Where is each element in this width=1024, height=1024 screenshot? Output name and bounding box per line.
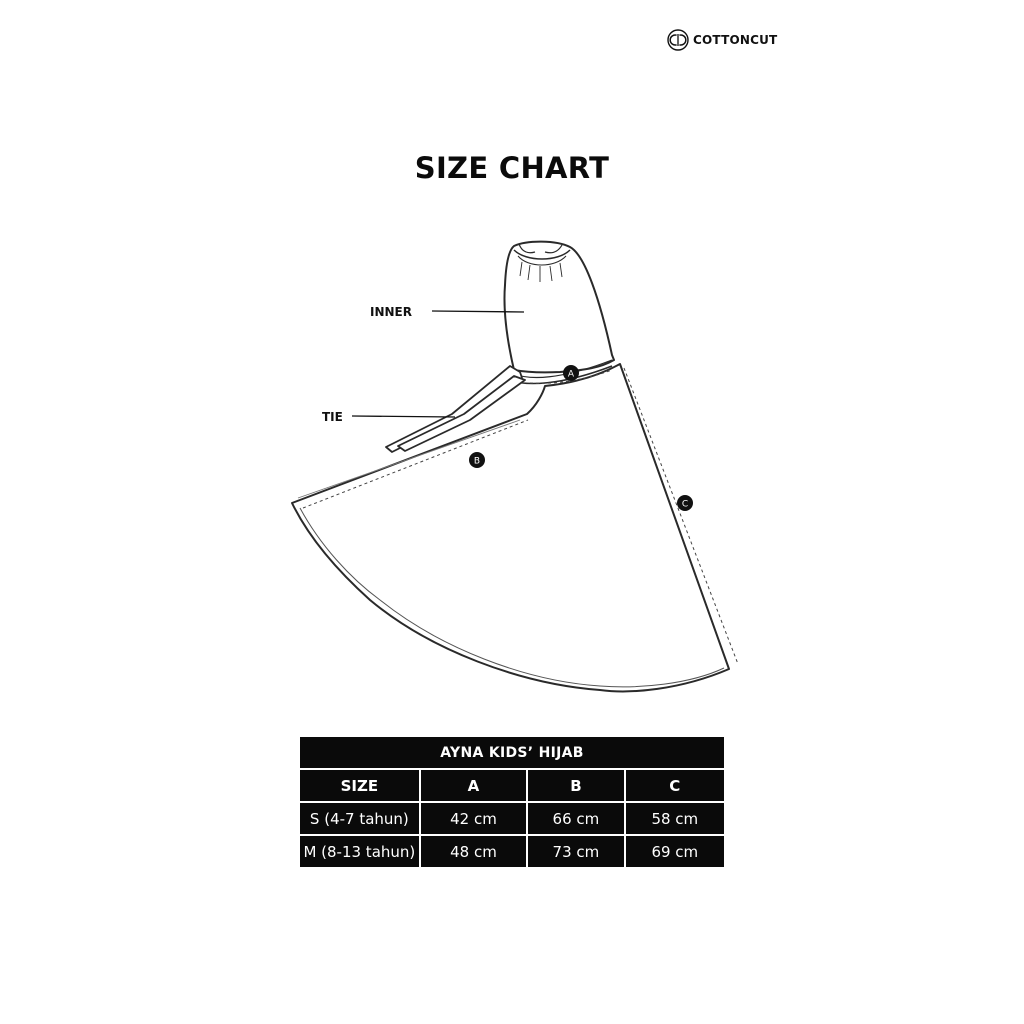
table-caption-row — [300, 737, 724, 770]
header-size: SIZE — [300, 770, 421, 803]
marker-b — [469, 452, 485, 468]
table-row — [300, 836, 724, 867]
table-header-row — [300, 770, 724, 803]
marker-c-label: C — [681, 499, 689, 510]
marker-a — [563, 365, 579, 381]
cell-b: 73 cm — [528, 836, 625, 867]
cell-a: 42 cm — [421, 803, 529, 836]
measurement-guides — [303, 368, 738, 664]
inner-leader-line — [432, 311, 524, 312]
cell-c: 58 cm — [626, 803, 724, 836]
size-table — [300, 737, 724, 867]
cell-size: M (8-13 tahun) — [300, 836, 421, 867]
inner-label: INNER — [370, 305, 412, 319]
cell-c: 69 cm — [626, 836, 724, 867]
header-c: C — [626, 770, 724, 803]
tie-label: TIE — [322, 410, 343, 424]
table-caption: AYNA KIDS’ HIJAB — [300, 737, 724, 770]
cell-b: 66 cm — [528, 803, 625, 836]
marker-a-label: A — [567, 369, 575, 380]
inner-cap — [504, 242, 614, 373]
header-a: A — [421, 770, 529, 803]
marker-b-label: B — [473, 456, 481, 467]
tie-leader-line — [352, 416, 455, 417]
measure-c-line — [624, 368, 738, 664]
page-title: SIZE CHART — [414, 151, 610, 185]
cell-a: 48 cm — [421, 836, 529, 867]
hijab-cape — [292, 360, 729, 691]
brand-name: COTTONCUT — [693, 33, 778, 47]
table-row — [300, 803, 724, 836]
tie-straps — [386, 366, 525, 452]
header-b: B — [528, 770, 625, 803]
cell-size: S (4-7 tahun) — [300, 803, 421, 836]
marker-c — [677, 495, 693, 511]
